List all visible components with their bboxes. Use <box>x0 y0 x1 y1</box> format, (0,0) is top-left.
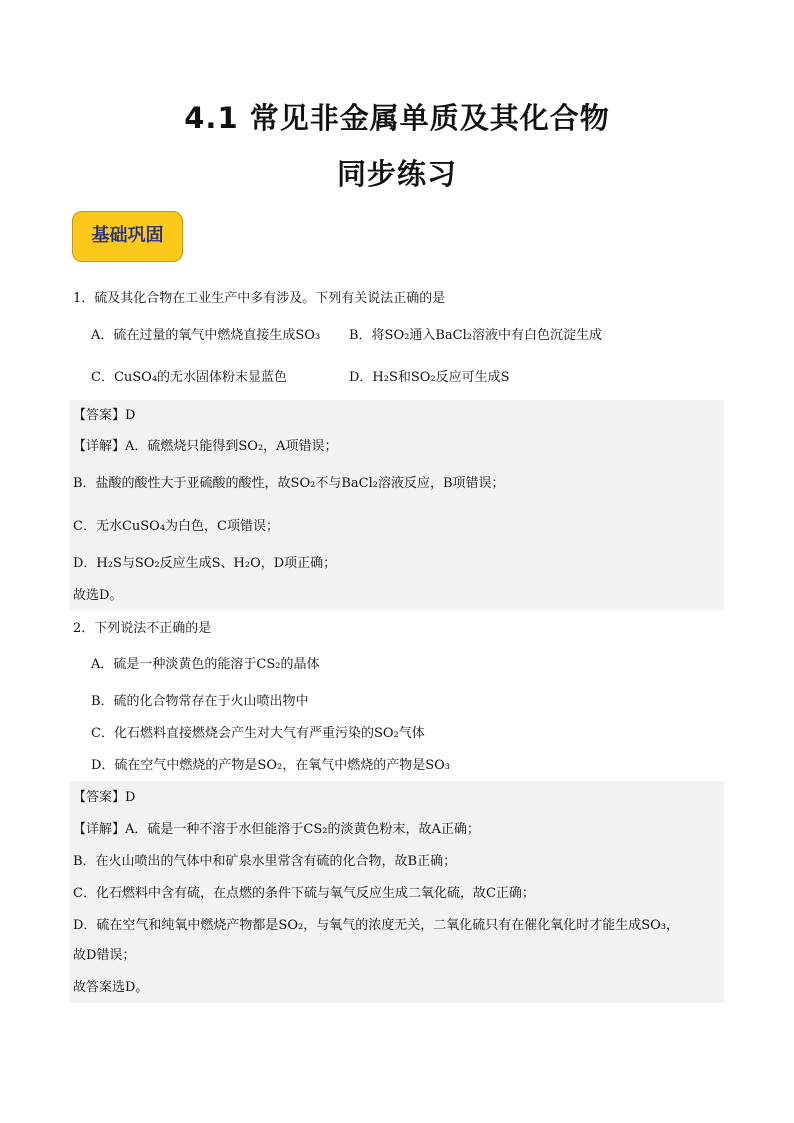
question-2-explanation-c: C．化石燃料中含有硫，在点燃的条件下硫与氧气反应生成二氧化硫，故C正确； <box>73 886 535 901</box>
question-1-conclusion: 故选D。 <box>73 588 123 603</box>
question-2-option-a: A．硫是一种淡黄色的能溶于CS₂的晶体 <box>91 657 320 672</box>
question-1-answer: 【答案】D <box>73 408 136 423</box>
question-2-explanation-a: 【详解】A．硫是一种不溶于水但能溶于CS₂的淡黄色粉末，故A正确； <box>73 822 480 837</box>
question-1-answer-panel <box>69 400 724 610</box>
question-2-explanation-d-cont: 故D错误； <box>73 948 136 963</box>
question-1-option-a: A．硫在过量的氧气中燃烧直接生成SO₃ <box>91 328 321 343</box>
question-1-explanation-c: C．无水CuSO₄为白色，C项错误； <box>73 519 279 534</box>
page-title: 4.1 常见非金属单质及其化合物 <box>184 101 610 135</box>
question-2-option-b: B．硫的化合物常存在于火山喷出物中 <box>91 694 309 709</box>
question-2-explanation-d: D．硫在空气和纯氧中燃烧产物都是SO₂，与氧气的浓度无关，二氧化硫只有在催化氧化时才能生成SO₃， <box>73 918 679 933</box>
question-1-option-d: D．H₂S和SO₂反应可生成S <box>349 370 510 385</box>
question-2-option-d: D．硫在空气中燃烧的产物是SO₂，在氧气中燃烧的产物是SO₃ <box>91 758 450 773</box>
question-2-explanation-b: B．在火山喷出的气体中和矿泉水里常含有硫的化合物，故B正确； <box>73 854 457 869</box>
question-1-explanation-a: 【详解】A．硫燃烧只能得到SO₂，A项错误； <box>73 439 338 454</box>
question-1-explanation-d: D．H₂S与SO₂反应生成S、H₂O，D项正确； <box>73 556 337 571</box>
question-2-conclusion: 故答案选D。 <box>73 980 149 995</box>
question-2-stem: 2．下列说法不正确的是 <box>73 621 212 636</box>
question-1-option-c: C．CuSO₄的无水固体粉末显蓝色 <box>91 370 288 385</box>
question-1-explanation-b: B．盐酸的酸性大于亚硫酸的酸性，故SO₂不与BaCl₂溶液反应，B项错误； <box>73 476 505 491</box>
section-badge-basic: 基础巩固 <box>72 211 183 262</box>
question-1-option-b: B．将SO₂通入BaCl₂溶液中有白色沉淀生成 <box>349 328 602 343</box>
question-2-answer: 【答案】D <box>73 790 136 805</box>
question-2-option-c: C．化石燃料直接燃烧会产生对大气有严重污染的SO₂气体 <box>91 726 425 741</box>
question-1-stem: 1．硫及其化合物在工业生产中多有涉及。下列有关说法正确的是 <box>73 291 446 306</box>
page-subtitle: 同步练习 <box>336 157 457 191</box>
